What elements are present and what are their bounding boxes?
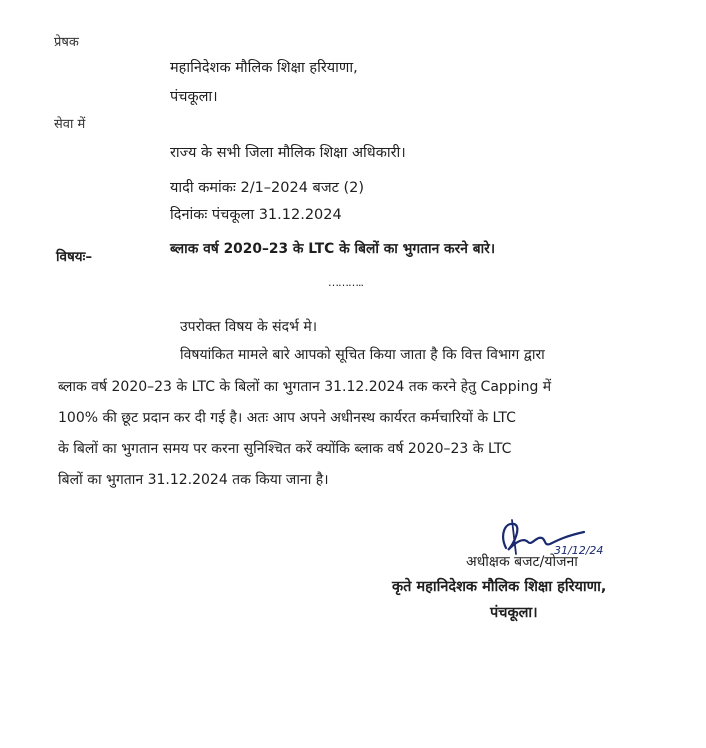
signature-designation: अधीक्षक बजट/योजना	[466, 554, 578, 570]
sender-label: प्रेषक	[54, 35, 79, 50]
sender-line-2: पंचकूला।	[170, 89, 218, 105]
separator-dots: ………..	[328, 276, 363, 289]
body-line-5: बिलों का भुगतान 31.12.2024 तक किया जाना है।	[58, 472, 329, 488]
reference-date: दिनांकः पंचकूला 31.12.2024	[170, 207, 342, 223]
body-line-4: के बिलों का भुगतान समय पर करना सुनिश्चित करें क्योंकि ब्लाक वर्ष 2020–23 के LTC	[58, 441, 512, 457]
body-line-1: विषयांकित मामले बारे आपको सूचित किया जाता है कि वित्त विभाग द्वारा	[180, 347, 545, 363]
reference-number: यादी कमांकः 2/1–2024 बजट (2)	[170, 180, 365, 196]
signature-place: पंचकूला।	[490, 605, 538, 621]
recipient-label: सेवा में	[54, 117, 86, 132]
subject-label: विषयः–	[56, 249, 93, 265]
body-opening: उपरोक्त विषय के संदर्भ मे।	[180, 319, 318, 335]
recipient-line-1: राज्य के सभी जिला मौलिक शिक्षा अधिकारी।	[170, 145, 406, 161]
body-line-3: 100% की छूट प्रदान कर दी गई है। अतः आप अपने अधीनस्थ कार्यरत कर्मचारियों के LTC	[58, 410, 516, 426]
body-line-2: ब्लाक वर्ष 2020–23 के LTC के बिलों का भुगतान 31.12.2024 तक करने हेतु Capping में	[58, 379, 552, 395]
sender-line-1: महानिदेशक मौलिक शिक्षा हरियाणा,	[170, 60, 358, 76]
subject-text: ब्लाक वर्ष 2020–23 के LTC के बिलों का भुगतान करने बारे।	[170, 241, 496, 257]
signature-date: 31/12/24	[554, 544, 604, 557]
signature-on-behalf: कृते महानिदेशक मौलिक शिक्षा हरियाणा,	[392, 579, 607, 595]
